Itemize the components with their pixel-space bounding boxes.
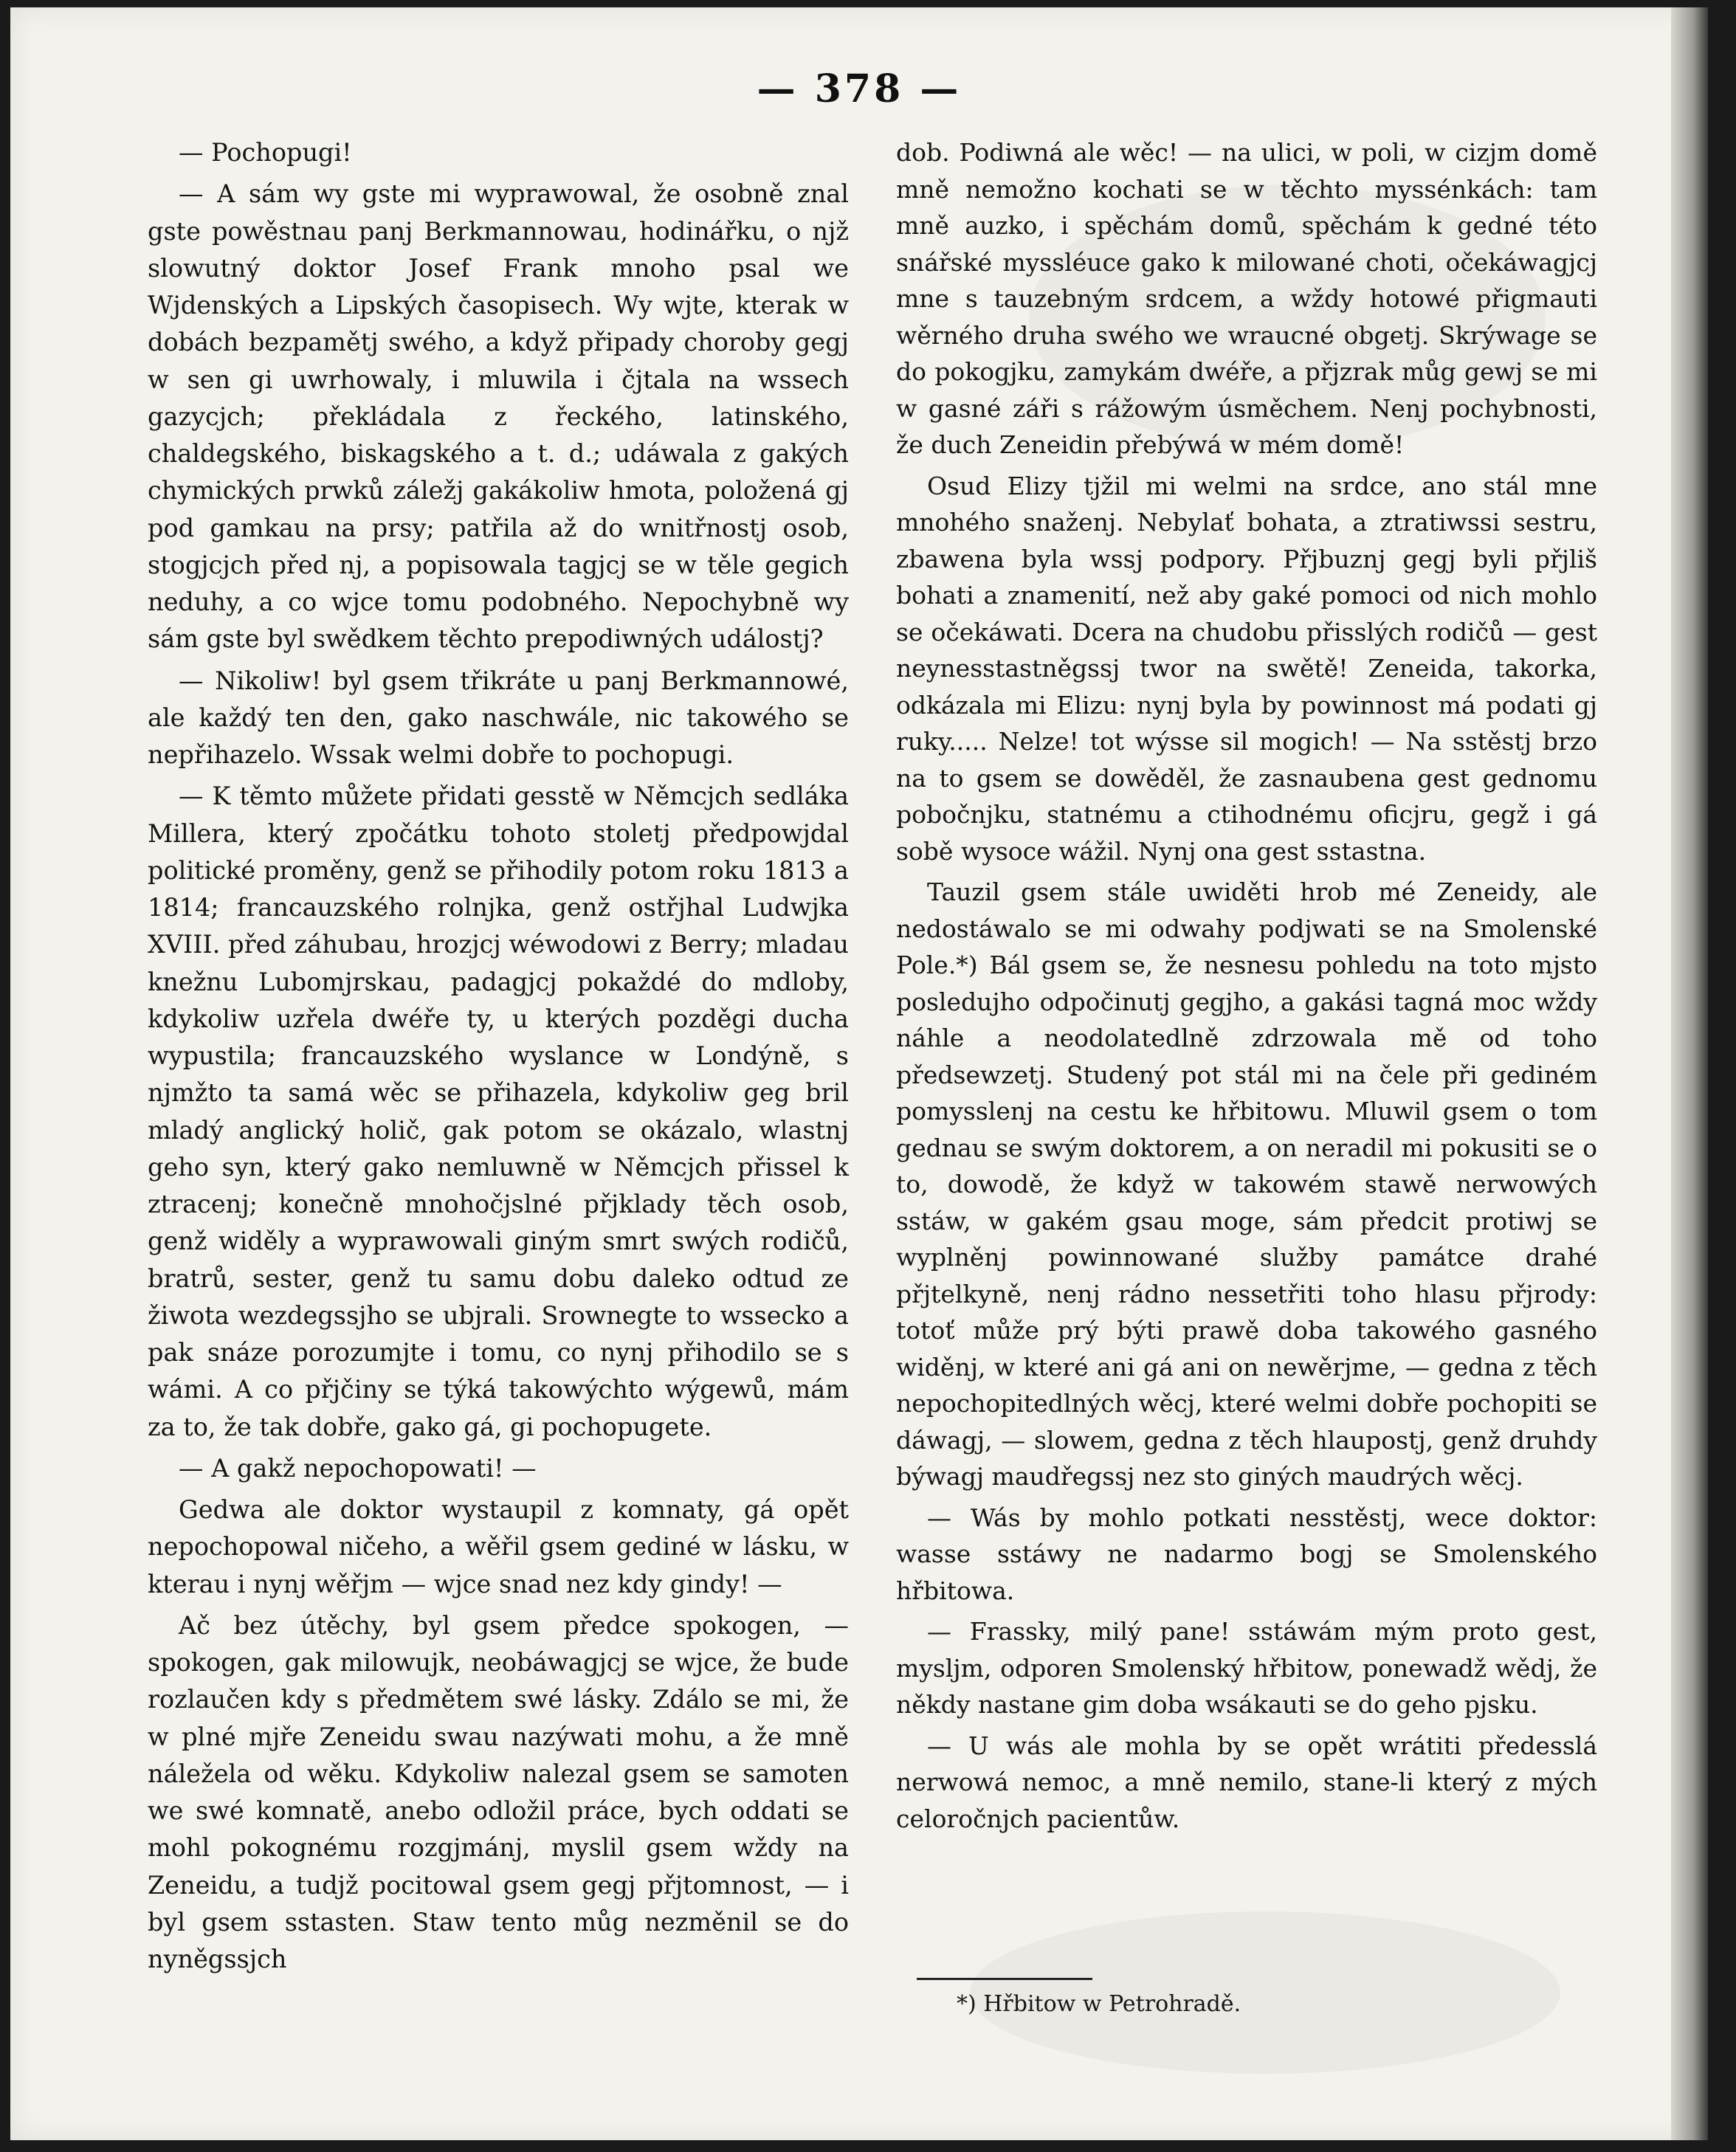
paragraph: — A sám wy gste mi wyprawowal, že osobně znal gste powěstnau panj Berkmannowau, hodinářku, o njž slowutný doktor Josef Frank mnoho psal we Wjdenských a Lipských časopisech. Wy wjte, kterak w dobách bezpamětj swého, a když připady choroby gegj w sen gi uwrhowaly, i mluwila i čjtala na wssech gazycjch; překládala z řeckého, latinského, chaldegského, biskagského a t. d.; udáwala z gakých chymických prwků záležj gakákoliw hmota, položená gj pod gamkau na prsy; patřila až do wnitřnostj osob, stogjcjch před nj, a popisowala tagjcj se w těle gegich neduhy, a co wjce tomu podobného. Nepochybně wy sám gste byl swědkem těchto prepodiwných událostj? (148, 179, 849, 654)
page (10, 7, 1708, 2140)
paragraph: — K těmto můžete přidati gesstě w Němcjch sedláka Millera, který zpočátku tohoto stoletj předpowjdal politické proměny, genž se přihodily potom roku 1813 a 1814; francauzského rolnjka, genž ostřjhal Ludwjka XVIII. před záhubau, hrozjcj wéwodowi z Berry; mladau knežnu Lubomjrskau, padagjcj pokaždé do mdloby, kdykoliw uzřela dwéře ty, u kterých pozděgi ducha wypustila; francauzského wyslance w Londýně, s njmžto ta samá wěc se přihazela, kdykoliw geg bril mladý anglický holič, gak potom se okázalo, wlastnj geho syn, který gako nemluwně w Němcjch přissel k ztracenj; konečně mnohočjslné přjklady těch osob, genž widěly a wyprawowali giným smrt swých rodičů, bratrů, sester, genž tu samu dobu daleko odtud ze žiwota wezdegssjho se ubjrali. Srownegte to wssecko a pak snáze porozumjte i tomu, co nynj přihodilo se s wámi. A co přjčiny se týká takowýchto wýgewů, mám za to, že tak dobře, gako gá, gi pochopugete. (148, 782, 849, 1441)
paragraph: — Nikoliw! byl gsem třikráte u panj Berkmannowé, ale každý ten den, gako naschwále, nic takowého se nepřihazelo. Wssak welmi dobře to pochopugi. (148, 666, 849, 769)
paragraph: — Wás by mohlo potkati nesstěstj, wece doktor: wasse sstáwy ne nadarmo bogj se Smolenského hřbitowa. (896, 1503, 1597, 1605)
footnote-rule (917, 1978, 1092, 1980)
paragraph: — A gakž nepochopowati! — (179, 1453, 537, 1483)
paragraph: Ač bez útěchy, byl gsem předce spokogen, — spokogen, gak milowujk, neobáwagjcj se wjce, že bude rozlaučen kdy s předmětem swé lásky. Zdálo se mi, že w plné mjře Zeneidu swau nazýwati mohu, a že mně náležela od wěku. Kdykoliw nalezal gsem se samoten we swé komnatě, anebo odložil práce, bych oddati se mohl pokognému rozgjmánj, myslil gsem wždy na Zeneidu, a tudjž pocitowal gsem gegj přjtomnost, — i byl gsem sstasten. Staw tento můg nezměnil se do nyněgssjch (148, 1610, 849, 1973)
paragraph-continued: dob. Podiwná ale wěc! — na ulici, w poli, w cizjm domě mně nemožno kochati se w těchto myssénkách: tam mně auzko, i spěchám domů, spěchám k gedné této snářské myssléuce gako k milowané choti, očekáwagjcj mne s tauzebným srdcem, a wždy hotowé přigmauti wěrného druha swého we wraucné obgetj. Skrýwage se do pokogjku, zamykám dwéře, a přjzrak můg gewj se mi w gasné záři s rážowým úsměchem. Nenj pochybnosti, že duch Zeneidin přebýwá w mém domě! (896, 138, 1597, 459)
paragraph: — U wás ale mohla by se opět wrátiti předesslá nerwowá nemoc, a mně nemilo, stane-li který z mých celoročnjch pacientůw. (896, 1731, 1597, 1833)
paragraph: Gedwa ale doktor wystaupil z komnaty, gá opět nepochopowal ničeho, a wěřil gsem gediné w lásku, w kterau i nynj wěřjm — wjce snad nez kdy gindy! — (148, 1495, 849, 1599)
page-number: — 378 — (757, 66, 962, 111)
left-column (148, 134, 849, 1978)
paragraph: Osud Elizy tjžil mi welmi na srdce, ano stál mne mnohého snaženj. Nebylať bohata, a ztratiwssi sestru, zbawena byla wssj podpory. Přjbuznj gegj byli přjliš bohati a znamenití, než aby gaké pomoci od nich mohlo se očekáwati. Dcera na chudobu přisslých rodičů — gest neynesstastněgssj twor na swětě! Zeneida, takorka, odkázala mi Elizu: nynj byla by powinnost má podati gj ruky..... Nelze! tot wýsse sil mogich! — Na sstěstj brzo na to gsem se dowěděl, že zasnaubena gest gednomu pobočnjku, statnému a ctihodnému oficjru, gegž i gá sobě wysoce wážil. Nynj ona gest sstastna. (896, 471, 1597, 866)
footnote: *) Hřbitow w Petrohradě. (957, 1991, 1241, 2017)
right-column (896, 134, 1597, 1837)
paragraph: — Pochopugi! (179, 138, 352, 167)
paragraph: — Frassky, milý pane! sstáwám mým proto gest, myslјm, odporen Smolenský hřbitow, ponewadž wědj, že někdy nastane gim doba wsákauti se do geho pjsku. (896, 1617, 1597, 1719)
paragraph: Tauzil gsem stále uwiděti hrob mé Zeneidy, ale nedostáwalo se mi odwahy podjwati se na Smolenské Pole.*) Bál gsem se, že nesnesu pohledu na toto mjsto posledujho odpočinutj gegjho, a gakási tagná moc wždy náhle a neodolatedlně zdrzowala mě od toho předsewzetj. Studený pot stál mi na čele při gediném pomysslenj na cestu ke hřbitowu. Mluwil gsem o tom gednau se swým doktorem, a on neradil mi pokusiti se o to, dowodě, že když w takowém stawě nerwowých sstáw, w gakém gsau moge, sám předcit protiwj se wyplněnj powinnowané služby památce drahé přjtelkyně, nenj rádno nessetřiti toho hlasu přjrody: totoť může prý býti prawě doba takowého gasného widěnj, w které ani gá ani on newěrjme, — gedna z těch nepochopitedlných wěcj, které welmi dobře pochopiti se dáwagj, — slowem, gedna z těch hlaupostj, genž druhdy býwagj maudřegssj nez sto giných maudrých wěcj. (896, 877, 1597, 1491)
book-spine (1671, 7, 1708, 2140)
